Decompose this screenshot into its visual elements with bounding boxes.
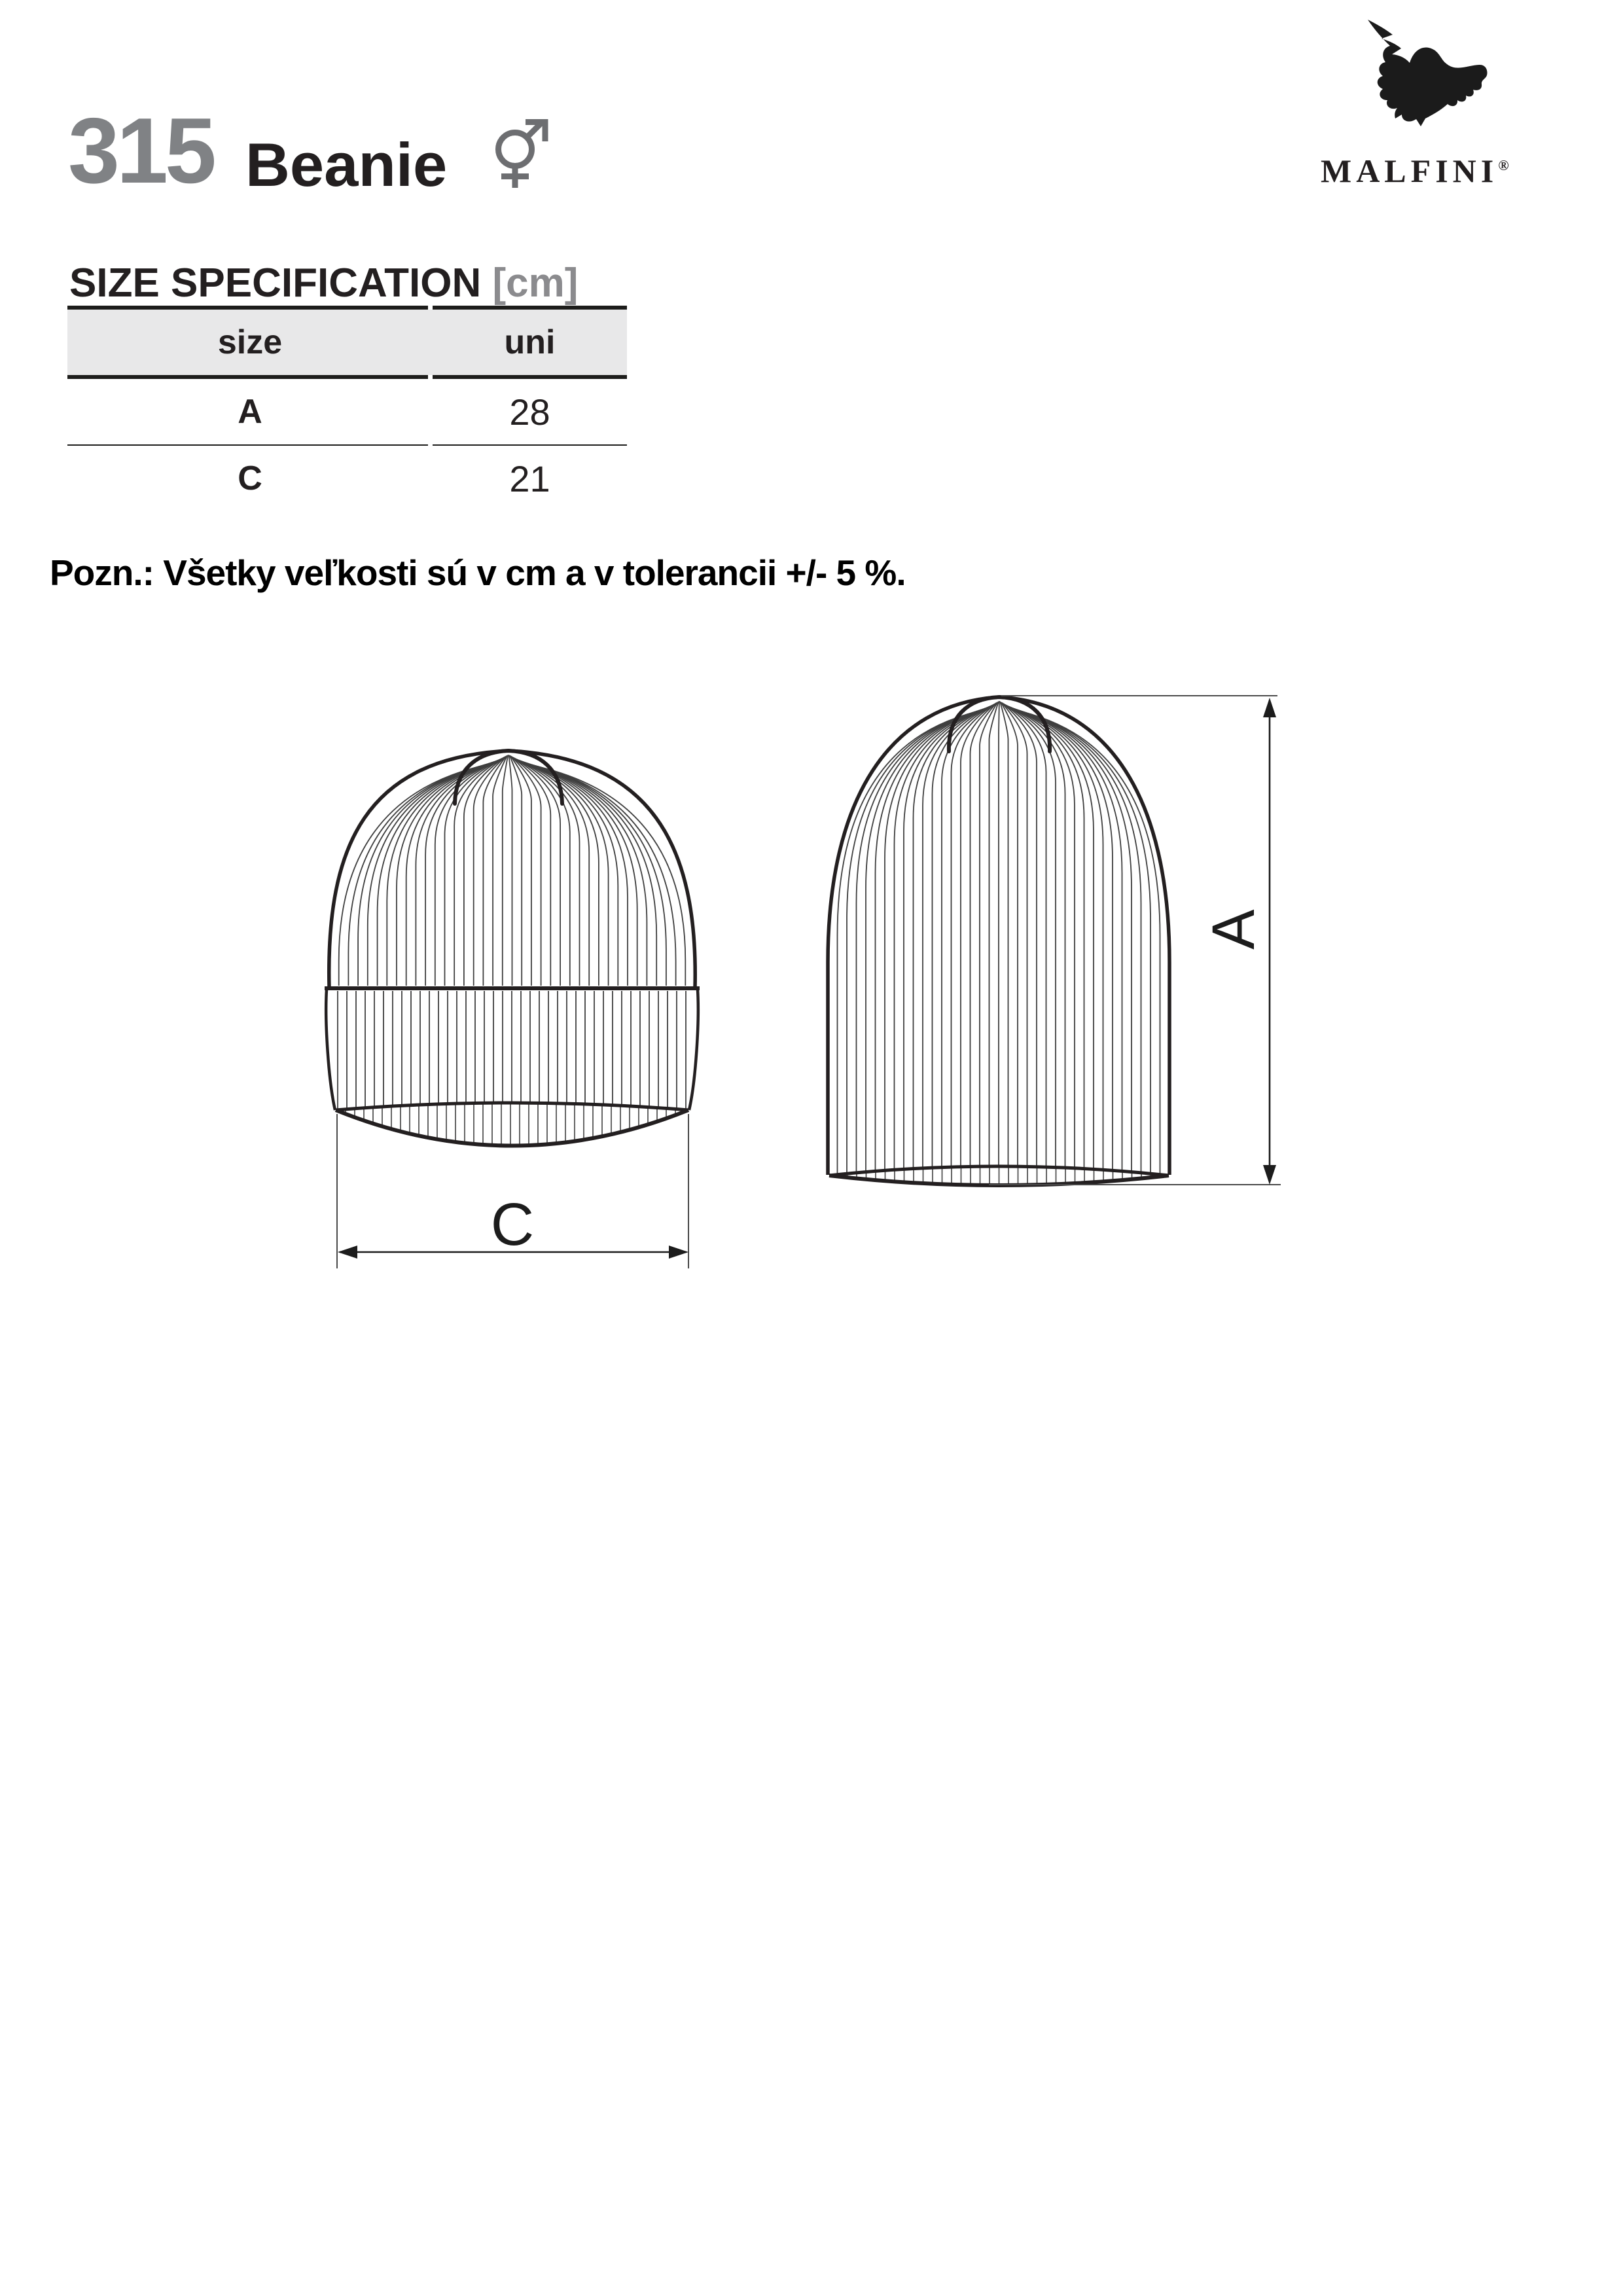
table-header-border xyxy=(67,375,627,379)
row-label-c: C xyxy=(238,459,262,497)
unisex-gender-icon xyxy=(488,115,553,190)
column-header-size: size xyxy=(217,323,283,361)
brand-name: MALFINI® xyxy=(1321,152,1509,189)
dimension-c xyxy=(337,1114,688,1268)
product-name: Beanie xyxy=(245,130,448,199)
beanie-technical-drawing xyxy=(281,655,1315,1289)
table-header-row xyxy=(67,310,627,375)
arrow-down-icon xyxy=(1263,1165,1276,1185)
beanie-front-drawing xyxy=(325,751,700,1146)
front-hem-upper-curve xyxy=(336,1103,688,1110)
column-header-uni: uni xyxy=(504,323,556,361)
eagle-icon xyxy=(1330,17,1488,149)
front-hem-lower-curve xyxy=(336,1110,688,1146)
table-border-top xyxy=(67,306,627,310)
tolerance-note: Pozn.: Všetky veľkosti sú v cm a v tolerancii +/- 5 %. xyxy=(50,552,906,593)
table-row xyxy=(67,446,627,511)
row-value-a: 28 xyxy=(509,391,550,433)
row-value-c: 21 xyxy=(509,457,550,499)
registered-mark: ® xyxy=(1498,157,1509,173)
arrow-up-icon xyxy=(1263,698,1276,717)
row-label-a: A xyxy=(238,393,262,431)
beanie-side-drawing xyxy=(828,697,1169,1185)
size-specification-title: SIZE SPECIFICATION [cm] xyxy=(69,260,579,306)
dimension-a xyxy=(989,696,1281,1185)
arrow-left-icon xyxy=(338,1246,357,1259)
arrow-right-icon xyxy=(669,1246,688,1259)
product-code: 315 xyxy=(68,99,213,203)
dimension-label-a: A xyxy=(1200,909,1267,950)
unit-label: [cm] xyxy=(492,260,579,306)
dimension-label-c: C xyxy=(490,1191,535,1258)
size-table xyxy=(67,306,627,511)
table-row xyxy=(67,379,627,444)
table-row-divider xyxy=(67,444,627,446)
